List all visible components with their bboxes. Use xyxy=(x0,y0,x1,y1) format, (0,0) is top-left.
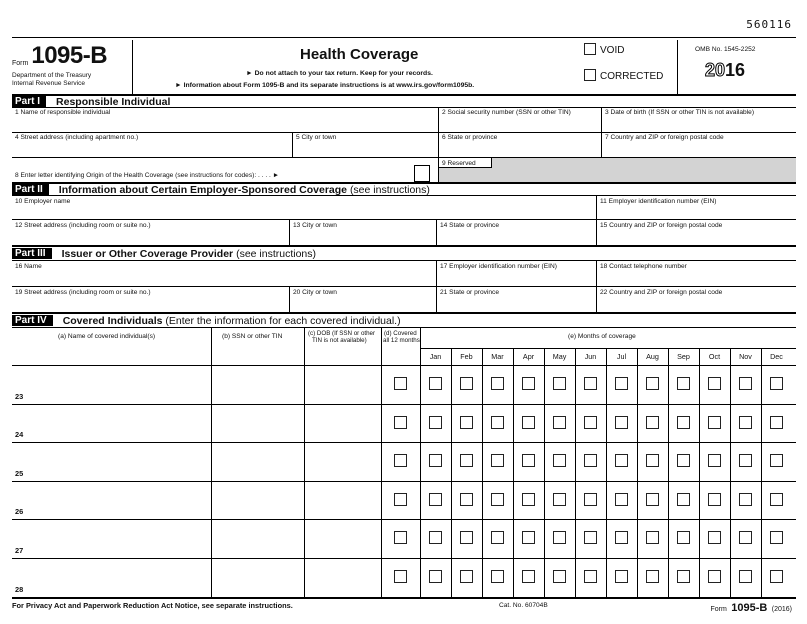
month-checkbox-apr[interactable] xyxy=(522,531,535,544)
privacy-notice: For Privacy Act and Paperwork Reduction Act Notice, see separate instructions. xyxy=(12,601,293,610)
covered-all-year-checkbox[interactable] xyxy=(394,377,407,390)
month-checkbox-jun[interactable] xyxy=(584,416,597,429)
part4-tag: Part IV xyxy=(12,315,53,326)
month-header-aug: Aug xyxy=(646,352,659,361)
month-header-may: May xyxy=(552,352,567,361)
month-checkbox-mar[interactable] xyxy=(491,570,504,583)
col-c-header-2: TIN is not available) xyxy=(312,337,367,344)
month-checkbox-jul[interactable] xyxy=(615,416,628,429)
field-12-label: 12 Street address (including room or suite no.) xyxy=(15,222,151,229)
month-checkbox-nov[interactable] xyxy=(739,454,752,467)
row-number: 26 xyxy=(15,507,24,517)
field-3-label: 3 Date of birth (If SSN or other TIN is not available) xyxy=(605,109,755,116)
field-4-label: 4 Street address (including apartment no.) xyxy=(15,134,139,141)
footer-form-number: 1095-B xyxy=(731,602,768,614)
field-16-label: 16 Name xyxy=(15,263,42,270)
month-checkbox-sep[interactable] xyxy=(677,570,690,583)
month-checkbox-jun[interactable] xyxy=(584,454,597,467)
month-checkbox-apr[interactable] xyxy=(522,454,535,467)
month-checkbox-dec[interactable] xyxy=(770,454,783,467)
month-checkbox-apr[interactable] xyxy=(522,570,535,583)
void-checkbox[interactable] xyxy=(584,43,596,55)
month-header-jul: Jul xyxy=(616,352,627,361)
month-checkbox-nov[interactable] xyxy=(739,493,752,506)
page-title: Health Coverage xyxy=(300,46,419,63)
month-checkbox-jan[interactable] xyxy=(429,416,442,429)
month-checkbox-jun[interactable] xyxy=(584,570,597,583)
month-checkbox-nov[interactable] xyxy=(739,377,752,390)
part2-tag: Part II xyxy=(12,184,49,195)
col-b-header: (b) SSN or other TIN xyxy=(222,333,283,340)
month-checkbox-nov[interactable] xyxy=(739,531,752,544)
void-label: VOID xyxy=(600,45,625,56)
row-number: 25 xyxy=(15,468,24,478)
year-prefix: 20 xyxy=(705,60,726,80)
field-7-label: 7 Country and ZIP or foreign postal code xyxy=(605,134,724,141)
dept-line2: Internal Revenue Service xyxy=(12,80,85,87)
month-checkbox-oct[interactable] xyxy=(708,377,721,390)
row-number: 23 xyxy=(15,391,24,401)
month-checkbox-may[interactable] xyxy=(553,454,566,467)
month-checkbox-jul[interactable] xyxy=(615,454,628,467)
month-checkbox-oct[interactable] xyxy=(708,416,721,429)
month-header-mar: Mar xyxy=(491,352,504,361)
field-8-input[interactable] xyxy=(414,165,430,182)
row-number: 27 xyxy=(15,546,24,555)
month-checkbox-jan[interactable] xyxy=(429,454,442,467)
part2-title-note: (see instructions) xyxy=(349,183,430,196)
field-9-label: 9 Reserved xyxy=(442,160,476,167)
col-d-header-2: all 12 months xyxy=(383,337,420,344)
field-6-label: 6 State or province xyxy=(442,134,498,141)
month-checkbox-feb[interactable] xyxy=(460,416,473,429)
field-20-label: 20 City or town xyxy=(293,289,337,296)
part4-title: Covered Individuals xyxy=(62,314,163,327)
footer-form-id xyxy=(710,598,792,616)
month-checkbox-jul[interactable] xyxy=(615,377,628,390)
field-11-label: 11 Employer identification number (EIN) xyxy=(600,198,717,205)
month-checkbox-jan[interactable] xyxy=(429,531,442,544)
month-checkbox-dec[interactable] xyxy=(770,416,783,429)
month-header-feb: Feb xyxy=(460,352,473,361)
month-checkbox-apr[interactable] xyxy=(522,377,535,390)
month-checkbox-jun[interactable] xyxy=(584,377,597,390)
year-suffix: 16 xyxy=(725,60,746,80)
month-checkbox-oct[interactable] xyxy=(708,570,721,583)
part4-header xyxy=(12,315,796,326)
form-1095b xyxy=(12,0,796,624)
col-e-header: (e) Months of coverage xyxy=(568,333,636,340)
month-checkbox-oct[interactable] xyxy=(708,493,721,506)
field-10-label: 10 Employer name xyxy=(15,198,71,205)
month-checkbox-mar[interactable] xyxy=(491,493,504,506)
month-checkbox-may[interactable] xyxy=(553,570,566,583)
month-checkbox-feb[interactable] xyxy=(460,570,473,583)
part3-title-note: (see instructions) xyxy=(236,247,317,260)
month-checkbox-sep[interactable] xyxy=(677,454,690,467)
month-checkbox-sep[interactable] xyxy=(677,377,690,390)
month-checkbox-dec[interactable] xyxy=(770,531,783,544)
month-checkbox-mar[interactable] xyxy=(491,416,504,429)
month-checkbox-feb[interactable] xyxy=(460,377,473,390)
field-19-label: 19 Street address (including room or suite no.) xyxy=(15,289,151,296)
month-checkbox-dec[interactable] xyxy=(770,493,783,506)
month-header-sep: Sep xyxy=(677,352,690,361)
month-checkbox-may[interactable] xyxy=(553,377,566,390)
field-22-label: 22 Country and ZIP or foreign postal code xyxy=(600,289,723,296)
form-id xyxy=(12,42,107,70)
month-checkbox-feb[interactable] xyxy=(460,531,473,544)
part1-title: Responsible Individual xyxy=(56,95,171,108)
corrected-checkbox[interactable] xyxy=(584,69,596,81)
part3-title: Issuer or Other Coverage Provider xyxy=(61,247,234,260)
month-checkbox-mar[interactable] xyxy=(491,377,504,390)
month-checkbox-apr[interactable] xyxy=(522,493,535,506)
month-header-nov: Nov xyxy=(739,352,752,361)
footer-form-word: Form xyxy=(710,606,727,613)
month-checkbox-mar[interactable] xyxy=(491,454,504,467)
month-checkbox-jun[interactable] xyxy=(584,493,597,506)
form-word: Form xyxy=(12,60,29,67)
field-1-label: 1 Name of responsible individual xyxy=(15,109,111,116)
month-checkbox-sep[interactable] xyxy=(677,416,690,429)
part2-title: Information about Certain Employer-Sponsored Coverage xyxy=(58,183,348,196)
month-checkbox-oct[interactable] xyxy=(708,531,721,544)
month-checkbox-sep[interactable] xyxy=(677,493,690,506)
month-checkbox-aug[interactable] xyxy=(646,493,659,506)
field-5-label: 5 City or town xyxy=(296,134,337,141)
field-17-label: 17 Employer identification number (EIN) xyxy=(440,263,557,270)
covered-all-year-checkbox[interactable] xyxy=(394,454,407,467)
month-checkbox-feb[interactable] xyxy=(460,493,473,506)
month-checkbox-aug[interactable] xyxy=(646,454,659,467)
month-checkbox-aug[interactable] xyxy=(646,570,659,583)
row-number: 24 xyxy=(15,430,24,440)
part3-tag: Part III xyxy=(12,248,52,259)
month-checkbox-apr[interactable] xyxy=(522,416,535,429)
covered-all-year-checkbox[interactable] xyxy=(394,493,407,506)
month-header-jan: Jan xyxy=(429,352,442,361)
month-checkbox-aug[interactable] xyxy=(646,416,659,429)
instruction-1: ► Do not attach to your tax return. Keep for your records. xyxy=(246,70,433,77)
month-checkbox-oct[interactable] xyxy=(708,454,721,467)
field-18-label: 18 Contact telephone number xyxy=(600,263,687,270)
form-code: 560116 xyxy=(746,18,792,31)
month-checkbox-dec[interactable] xyxy=(770,570,783,583)
month-checkbox-may[interactable] xyxy=(553,531,566,544)
month-checkbox-may[interactable] xyxy=(553,416,566,429)
covered-all-year-checkbox[interactable] xyxy=(394,531,407,544)
month-checkbox-mar[interactable] xyxy=(491,531,504,544)
month-checkbox-jul[interactable] xyxy=(615,570,628,583)
part3-header xyxy=(12,248,796,259)
part4-title-note: (Enter the information for each covered individual.) xyxy=(165,314,401,327)
row-number: 28 xyxy=(15,584,24,594)
month-checkbox-jan[interactable] xyxy=(429,493,442,506)
month-checkbox-jan[interactable] xyxy=(429,570,442,583)
field-21-label: 21 State or province xyxy=(440,289,500,296)
form-number: 1095-B xyxy=(31,42,108,69)
field-15-label: 15 Country and ZIP or foreign postal code xyxy=(600,222,723,229)
footer-year: (2016) xyxy=(771,606,792,613)
instruction-2: ► Information about Form 1095-B and its separate instructions is at www.irs.gov/form1095b. xyxy=(175,82,475,89)
part2-header xyxy=(12,184,796,195)
col-c-header-1: (c) DOB (If SSN or other xyxy=(308,330,376,337)
month-checkbox-nov[interactable] xyxy=(739,416,752,429)
covered-all-year-checkbox[interactable] xyxy=(394,416,407,429)
month-header-dec: Dec xyxy=(770,352,783,361)
col-a-header: (a) Name of covered individual(s) xyxy=(58,333,156,340)
cat-number: Cat. No. 60704B xyxy=(499,602,548,609)
month-checkbox-jul[interactable] xyxy=(615,531,628,544)
month-checkbox-sep[interactable] xyxy=(677,531,690,544)
field-14-label: 14 State or province xyxy=(440,222,500,229)
month-checkbox-jul[interactable] xyxy=(615,493,628,506)
corrected-label: CORRECTED xyxy=(600,71,664,82)
month-checkbox-feb[interactable] xyxy=(460,454,473,467)
dept-line1: Department of the Treasury xyxy=(12,72,92,79)
field-8-label: 8 Enter letter identifying Origin of the Health Coverage (see instructions for codes): . . . . ► xyxy=(15,172,280,179)
month-checkbox-dec[interactable] xyxy=(770,377,783,390)
month-checkbox-jan[interactable] xyxy=(429,377,442,390)
tax-year xyxy=(705,60,745,81)
month-checkbox-aug[interactable] xyxy=(646,377,659,390)
field-13-label: 13 City or town xyxy=(293,222,337,229)
col-d-header-1: (d) Covered xyxy=(384,330,417,337)
omb-number: OMB No. 1545-2252 xyxy=(695,46,756,53)
field-2-label: 2 Social security number (SSN or other TIN) xyxy=(442,109,571,116)
covered-all-year-checkbox[interactable] xyxy=(394,570,407,583)
month-checkbox-nov[interactable] xyxy=(739,570,752,583)
month-checkbox-jun[interactable] xyxy=(584,531,597,544)
month-checkbox-aug[interactable] xyxy=(646,531,659,544)
month-header-oct: Oct xyxy=(708,352,721,361)
month-header-jun: Jun xyxy=(584,352,597,361)
part1-header xyxy=(12,96,796,107)
month-checkbox-may[interactable] xyxy=(553,493,566,506)
part1-tag: Part I xyxy=(12,96,46,107)
month-header-apr: Apr xyxy=(522,352,535,361)
